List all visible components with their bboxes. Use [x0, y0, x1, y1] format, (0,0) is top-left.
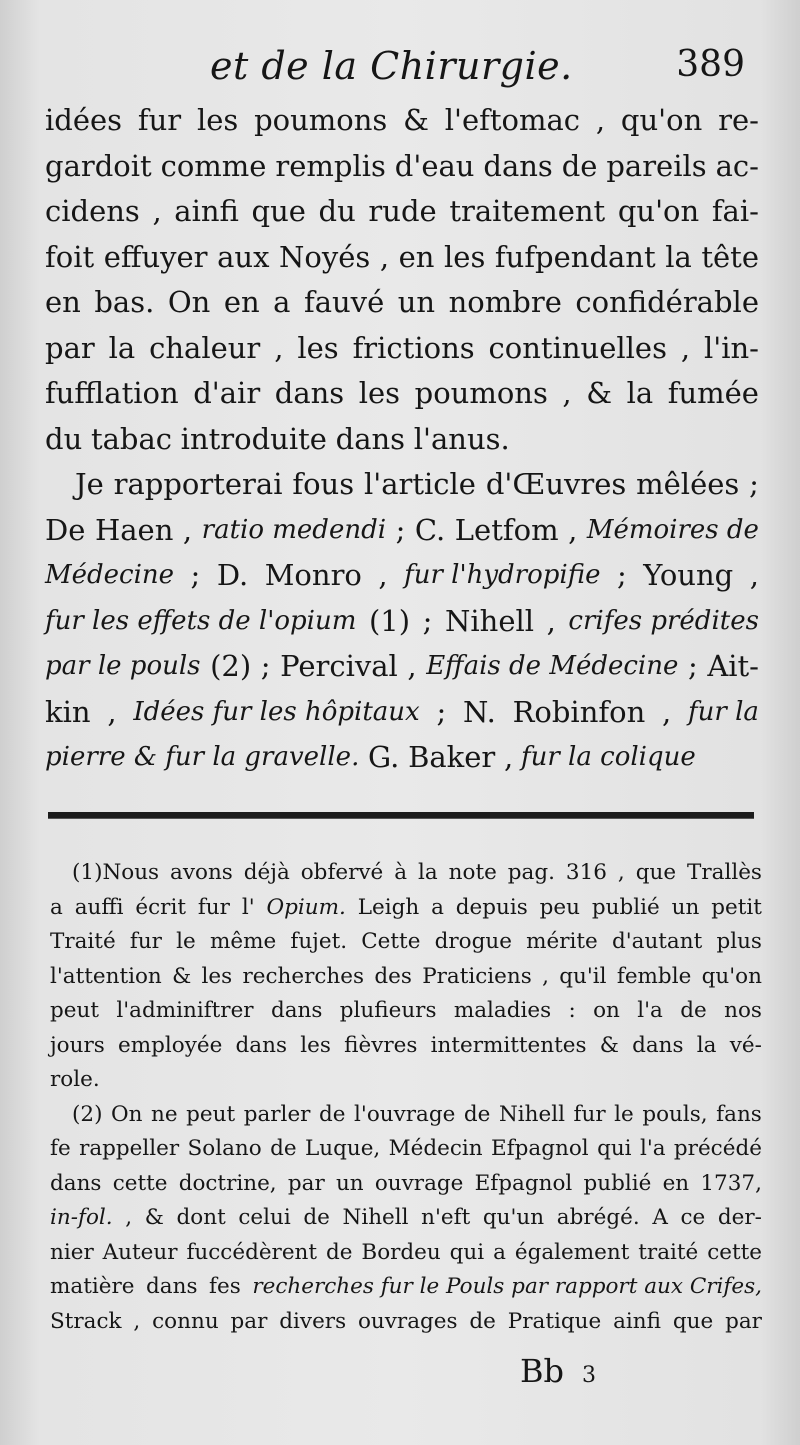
footnote-line [50, 1063, 762, 1098]
word: vé- [729, 1032, 762, 1058]
word: dans [235, 1032, 288, 1058]
footnote-line [50, 994, 762, 1029]
word: Young [643, 558, 734, 592]
word: plufieurs [339, 998, 437, 1023]
word: frictions [352, 330, 475, 365]
word: d'Œuvres [485, 467, 627, 501]
footnotes [50, 856, 762, 1339]
word: fur [573, 1101, 606, 1127]
word: ; [436, 694, 447, 729]
footnote-line [50, 856, 762, 891]
word: en [223, 285, 260, 319]
word: de [469, 1308, 496, 1334]
word: chaleur [149, 330, 261, 365]
footnote-line [50, 1201, 762, 1236]
word: par [45, 330, 95, 365]
footnote-line [50, 1305, 762, 1340]
word: publié [583, 1170, 652, 1196]
word: Praticiens [422, 963, 532, 989]
word: divers [279, 1308, 347, 1334]
word: l'eftomac [444, 103, 581, 137]
word: D. [216, 558, 249, 592]
word: , [680, 330, 691, 365]
word: fur la [688, 696, 759, 727]
word: l'ouvrage [354, 1101, 456, 1127]
word: de [561, 148, 598, 183]
word: Nihell [498, 1101, 565, 1127]
word: pouls, [642, 1101, 708, 1127]
word: dans [50, 1170, 102, 1196]
running-title: et de la Chirurgie. [210, 44, 573, 88]
word: mêlées [636, 467, 740, 501]
word: dans [632, 1032, 684, 1058]
word: recherches [242, 963, 365, 989]
text-line [45, 280, 759, 326]
word: A [652, 1205, 668, 1230]
word: fuccédèrent [186, 1239, 318, 1265]
word: Baker [408, 740, 496, 774]
word: plus [716, 929, 762, 954]
text-line [45, 599, 759, 645]
word: nier [50, 1239, 94, 1265]
word: idées [45, 103, 123, 137]
word: rapporterai [113, 467, 283, 501]
footnote-line [50, 1132, 762, 1167]
word: foit [45, 239, 95, 274]
text-line [45, 735, 759, 781]
word: a [493, 1239, 506, 1265]
word: comme [160, 148, 267, 183]
text-line [45, 371, 759, 417]
word: Trallès [687, 860, 762, 885]
word: dans [483, 148, 553, 183]
word: même [209, 929, 277, 954]
word: recherches fur le Pouls par rapport aux Crifes, [252, 1274, 762, 1299]
text-line [45, 98, 759, 144]
word: Auteur [102, 1239, 178, 1265]
word: traité [638, 1239, 699, 1265]
word: un [671, 894, 700, 920]
footnote-line [50, 1236, 762, 1271]
word: Strack [50, 1308, 122, 1334]
word: Luque, [304, 1136, 381, 1161]
word: , [407, 649, 417, 683]
word: , [617, 860, 625, 885]
word: & [403, 103, 429, 137]
word: , [125, 1205, 133, 1230]
word: que [672, 1308, 714, 1334]
word: ratio medendi [201, 514, 387, 545]
word: Nihell [342, 1205, 409, 1230]
word: écrit [135, 894, 186, 920]
word: Percival [280, 649, 398, 683]
word: kin [45, 694, 91, 729]
main-text [45, 98, 759, 781]
running-head [0, 44, 800, 94]
word: qui [597, 1136, 632, 1161]
word: en [662, 1170, 690, 1196]
word: , [182, 512, 193, 547]
word: confidérable [575, 285, 759, 319]
word: ; [190, 558, 201, 592]
word: l'a [637, 998, 663, 1023]
word: publié [591, 894, 660, 920]
word: fur [137, 103, 182, 137]
text-line [45, 644, 759, 690]
word: fur la colique [520, 742, 696, 772]
signature-number: 3 [582, 1363, 596, 1388]
footnote-line [50, 1029, 762, 1064]
word: (2) [210, 649, 252, 683]
word: Mémoires de [586, 514, 759, 545]
word: note [448, 860, 497, 885]
word: ; [395, 512, 406, 547]
word: , [107, 694, 117, 729]
word: l'article [363, 467, 476, 501]
word: que [635, 860, 677, 885]
word: nombre [448, 285, 562, 319]
word: en [398, 239, 435, 274]
word: , [749, 558, 759, 592]
text-line [45, 189, 759, 235]
word: fur l'hydropifie [404, 560, 601, 590]
word: cidens [45, 194, 140, 228]
footnote-line [50, 1270, 762, 1305]
word: , [542, 963, 549, 989]
word: Médecin [388, 1136, 483, 1161]
word: C. [414, 512, 446, 547]
word: avons [170, 860, 233, 885]
word: & [599, 1032, 619, 1058]
word: connu [152, 1308, 219, 1334]
word: der- [717, 1205, 762, 1230]
word: fans [716, 1101, 762, 1127]
word: matière [50, 1274, 135, 1299]
word: qu'il [559, 963, 607, 989]
footnote-line [50, 925, 762, 960]
word: l'anus. [413, 421, 510, 456]
word: On [167, 285, 211, 319]
word: cette [707, 1239, 762, 1265]
word: fur [129, 929, 162, 954]
word: dans [335, 421, 406, 456]
word: par [725, 1308, 762, 1334]
word: Bordeu [361, 1239, 441, 1265]
word: que [251, 194, 306, 228]
word: (1) [368, 603, 411, 638]
word: On [111, 1101, 143, 1127]
footnote-line [50, 891, 762, 926]
word: 316 [565, 860, 607, 885]
word: les [444, 239, 486, 274]
word: l' [241, 894, 255, 920]
word: jours [50, 1032, 105, 1058]
text-line [45, 417, 759, 463]
word: , [562, 376, 572, 410]
word: ouvrages [357, 1308, 458, 1334]
word: fe [50, 1136, 71, 1161]
word: l'in- [703, 330, 759, 365]
word: fièvres [344, 1032, 418, 1058]
word: rude [368, 194, 437, 228]
text-line [45, 144, 759, 190]
word: ; [616, 558, 627, 592]
word: de [680, 998, 707, 1023]
word: introduite [180, 421, 327, 456]
word: a [431, 894, 444, 920]
word: peut [186, 1101, 236, 1127]
word: de [319, 1101, 346, 1127]
word: & [144, 1205, 164, 1230]
word: pareils [606, 148, 707, 183]
footnote-line [50, 1167, 762, 1202]
word: , [378, 558, 388, 592]
word: fai- [711, 194, 759, 228]
word: pag. [507, 860, 555, 885]
word: , [662, 694, 672, 729]
word: bas. [94, 285, 155, 319]
word: role. [50, 1067, 100, 1092]
word: pierre & fur la gravelle. [45, 742, 360, 772]
word: dans [270, 998, 323, 1023]
word: fufflation [45, 376, 179, 410]
word: continuelles [488, 330, 667, 365]
word: parler [243, 1101, 311, 1127]
word: l'attention [50, 963, 162, 989]
word: qu'on [617, 194, 700, 228]
word: de [303, 1205, 330, 1230]
word: : [568, 998, 576, 1023]
word: n'eft [421, 1205, 471, 1230]
word: remplis [275, 148, 386, 183]
word: Cette [361, 929, 421, 954]
word: l'adminiftrer [116, 998, 254, 1023]
word: de [325, 1239, 353, 1265]
word: , [152, 194, 162, 228]
word: ; [749, 467, 759, 501]
word: qu'on [620, 103, 703, 137]
text-line [45, 462, 759, 508]
word: gardoit [45, 148, 152, 183]
word: , [503, 740, 514, 774]
word: Idées fur les hôpitaux [133, 696, 420, 727]
word: rappeller [79, 1136, 180, 1161]
word: d'air [193, 376, 261, 410]
word: re- [718, 103, 759, 137]
word: maladies [453, 998, 552, 1023]
word: depuis [455, 894, 528, 920]
word: peut [50, 998, 99, 1023]
word: qu'un [482, 1205, 545, 1230]
word: la [626, 376, 654, 410]
word: , [568, 512, 578, 547]
word: , [274, 330, 284, 365]
word: ; [260, 649, 271, 683]
word: Je [75, 467, 104, 501]
word: Letfom [454, 512, 559, 547]
word: Ait- [707, 649, 759, 683]
text-line [45, 508, 759, 554]
word: doctrine, [178, 1170, 277, 1196]
word: fauvé [303, 285, 385, 319]
word: la [696, 1032, 717, 1058]
word: employée [118, 1032, 223, 1058]
word: fumée [667, 376, 759, 410]
word: qu'on [701, 963, 762, 989]
word: précédé [673, 1136, 762, 1161]
word: ainfi [613, 1308, 661, 1334]
word: Monro [264, 558, 362, 592]
word: Effais de Médecine [426, 651, 679, 681]
word: Nihell [445, 603, 535, 638]
printer-signature-mark [520, 1352, 596, 1390]
word: a [50, 894, 63, 920]
word: Efpagnol [474, 1170, 573, 1196]
word: Robinfon [512, 694, 646, 729]
text-line [45, 690, 759, 736]
word: in-fol. [50, 1205, 113, 1230]
word: ; [422, 603, 433, 638]
word: fujet. [290, 929, 348, 954]
word: , [379, 239, 390, 274]
word: la [418, 860, 438, 885]
word: le [614, 1101, 634, 1127]
word: , [133, 1308, 141, 1334]
footnote-separator-rule [48, 812, 754, 819]
word: ac- [715, 148, 759, 183]
word: De [45, 512, 86, 547]
word: & [172, 963, 192, 989]
page-number: 389 [676, 44, 745, 85]
word: on [593, 998, 620, 1023]
word: la [665, 239, 692, 274]
word: ainfi [174, 194, 239, 228]
word: N. [463, 694, 496, 729]
word: crifes prédites [568, 605, 759, 636]
word: intermittentes [430, 1032, 587, 1058]
word: un [335, 1170, 364, 1196]
word: 1737, [700, 1170, 762, 1196]
word: abrégé. [556, 1205, 640, 1230]
word: Efpagnol [491, 1136, 589, 1161]
word: traitement [449, 194, 606, 228]
word: auffi [74, 894, 124, 920]
word: tabac [90, 421, 172, 456]
word: déjà [243, 860, 290, 885]
word: fous [292, 467, 355, 501]
word: (2) [72, 1101, 103, 1127]
word: femble [616, 963, 692, 989]
word: , [595, 103, 606, 137]
text-line [45, 235, 759, 281]
word: fufpendant [494, 239, 656, 274]
word: nos [724, 998, 762, 1023]
word: celui [238, 1205, 291, 1230]
text-line [45, 553, 759, 599]
word: Leigh [357, 894, 420, 920]
word: petit [711, 894, 762, 920]
word: ce [680, 1205, 706, 1230]
word: par [230, 1308, 268, 1334]
word: d'autant [611, 929, 703, 954]
footnote-line [50, 960, 762, 995]
word: les [300, 1032, 331, 1058]
word: obfervé [300, 860, 384, 885]
word: les [196, 103, 239, 137]
word: de [463, 1101, 491, 1127]
word: Opium. [266, 894, 346, 920]
word: les [201, 963, 233, 989]
word: Pratique [507, 1308, 602, 1334]
word: G. [368, 740, 400, 774]
word: de [270, 1136, 297, 1161]
word: tête [701, 239, 759, 274]
word: des [374, 963, 412, 989]
word: peu [539, 894, 581, 920]
word: fes [209, 1274, 241, 1299]
word: en [45, 285, 81, 319]
word: qui [449, 1239, 485, 1265]
word: les [358, 376, 401, 410]
footnote-line [50, 1098, 762, 1133]
word: d'eau [394, 148, 475, 183]
word: Médecine [45, 560, 175, 590]
word: Noyés [279, 239, 371, 274]
word: également [514, 1239, 630, 1265]
word: Haen [94, 512, 174, 547]
word: aux [217, 239, 270, 274]
word: du [45, 421, 83, 456]
word: dans [146, 1274, 198, 1299]
word: & [586, 376, 613, 410]
word: Traité [50, 929, 116, 954]
signature-letters: Bb [520, 1352, 564, 1390]
word: ; [687, 649, 698, 683]
word: poumons [254, 103, 388, 137]
text-line [45, 326, 759, 372]
word: par le pouls [45, 651, 201, 681]
word: les [297, 330, 339, 365]
word: la [108, 330, 136, 365]
word: ouvrage [374, 1170, 464, 1196]
word: l'a [639, 1136, 666, 1161]
word: par [287, 1170, 325, 1196]
word: a [273, 285, 291, 319]
word: poumons [414, 376, 548, 410]
word: dans [274, 376, 345, 410]
word: effuyer [103, 239, 208, 274]
word: cette [112, 1170, 168, 1196]
word: drogue [434, 929, 512, 954]
word: ne [151, 1101, 178, 1127]
word: (1)Nous [72, 860, 160, 885]
word: mérite [526, 929, 598, 954]
word: un [397, 285, 436, 319]
word: du [318, 194, 356, 228]
word: à [394, 860, 408, 885]
word: dont [176, 1205, 226, 1230]
word: le [176, 929, 196, 954]
word: fur les effets de l'opium [45, 605, 357, 636]
word: fur [197, 894, 230, 920]
word: , [546, 603, 556, 638]
word: Solano [187, 1136, 262, 1161]
